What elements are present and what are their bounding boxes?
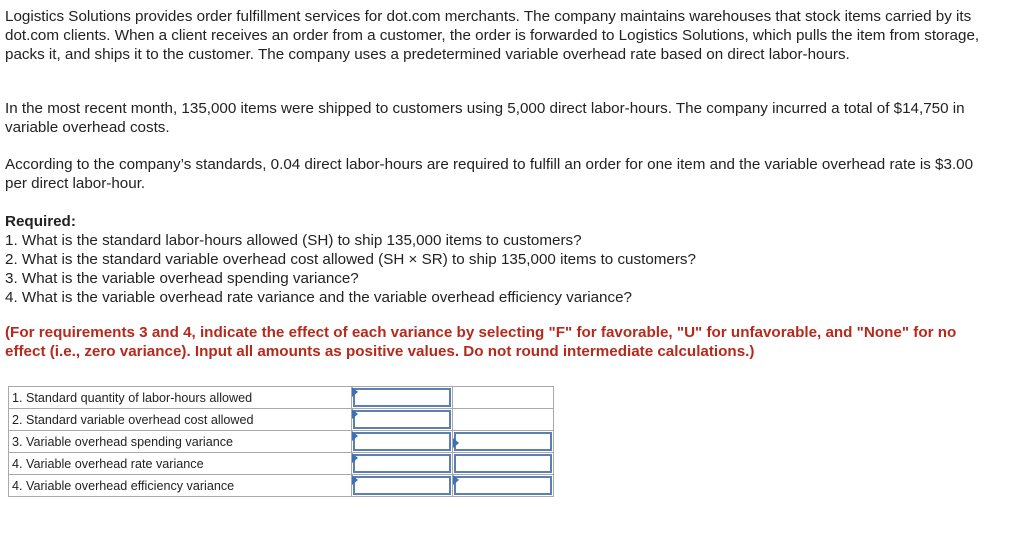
effect-field[interactable] xyxy=(454,454,552,473)
marker-icon xyxy=(352,387,358,397)
amount-input-5[interactable] xyxy=(352,475,453,497)
marker-icon xyxy=(352,475,358,485)
effect-select-4[interactable] xyxy=(453,453,554,475)
amount-input-4[interactable] xyxy=(352,453,453,475)
required-item-1: 1. What is the standard labor-hours allowed (SH) to ship 135,000 items to customers? xyxy=(5,232,582,249)
effect-field[interactable] xyxy=(454,476,552,495)
answer-table xyxy=(8,386,554,497)
required-item-2: 2. What is the standard variable overhead cost allowed (SH × SR) to ship 135,000 items to customers? xyxy=(5,251,696,268)
effect-field[interactable] xyxy=(454,432,552,451)
amount-input-1[interactable] xyxy=(352,387,453,409)
instruction-text: (For requirements 3 and 4, indicate the effect of each variance by selecting "F" for favorable, "U" for unfavorable, and "None" for no effect (i.e., zero variance). Input all amounts as positive values. Do not round intermediate calculations.) xyxy=(5,324,957,360)
marker-icon xyxy=(453,438,459,448)
effect-select-5[interactable] xyxy=(453,475,554,497)
amount-field[interactable] xyxy=(353,410,451,429)
empty-effect-cell-2 xyxy=(453,409,554,431)
effect-select-3[interactable] xyxy=(453,431,554,453)
amount-field[interactable] xyxy=(353,432,451,451)
marker-icon xyxy=(352,431,358,441)
required-list xyxy=(5,231,696,307)
marker-icon xyxy=(453,475,459,485)
marker-icon xyxy=(352,453,358,463)
row-label: 3. Variable overhead spending variance xyxy=(9,431,352,453)
empty-effect-cell-1 xyxy=(453,387,554,409)
answer-row-3 xyxy=(9,431,554,453)
answer-row-4 xyxy=(9,453,554,475)
amount-input-2[interactable] xyxy=(352,409,453,431)
problem-paragraph-2: In the most recent month, 135,000 items were shipped to customers using 5,000 direct labor-hours. The company incurred a total of $14,750 in variable overhead costs. xyxy=(5,100,965,136)
row-label: 4. Variable overhead efficiency variance xyxy=(9,475,352,497)
amount-field[interactable] xyxy=(353,476,451,495)
marker-icon xyxy=(352,409,358,419)
amount-field[interactable] xyxy=(353,388,451,407)
required-heading: Required: xyxy=(5,213,76,230)
problem-paragraph-1: Logistics Solutions provides order fulfillment services for dot.com merchants. The company maintains warehouses that stock items carried by its dot.com clients. When a client receives an order from a customer, the order is forwarded to Logistics Solutions, which pulls the item from storage, packs it, and ships it to the customer. The company uses a predetermined variable overhead rate based on direct labor-hours. xyxy=(5,8,980,63)
row-label: 1. Standard quantity of labor-hours allowed xyxy=(9,387,352,409)
amount-input-3[interactable] xyxy=(352,431,453,453)
row-label: 2. Standard variable overhead cost allowed xyxy=(9,409,352,431)
answer-row-5 xyxy=(9,475,554,497)
answer-row-2 xyxy=(9,409,554,431)
required-item-4: 4. What is the variable overhead rate variance and the variable overhead efficiency variance? xyxy=(5,289,632,306)
required-item-3: 3. What is the variable overhead spending variance? xyxy=(5,270,359,287)
answer-row-1 xyxy=(9,387,554,409)
amount-field[interactable] xyxy=(353,454,451,473)
row-label: 4. Variable overhead rate variance xyxy=(9,453,352,475)
problem-paragraph-3: According to the company’s standards, 0.04 direct labor-hours are required to fulfill an order for one item and the variable overhead rate is $3.00 per direct labor-hour. xyxy=(5,156,974,192)
